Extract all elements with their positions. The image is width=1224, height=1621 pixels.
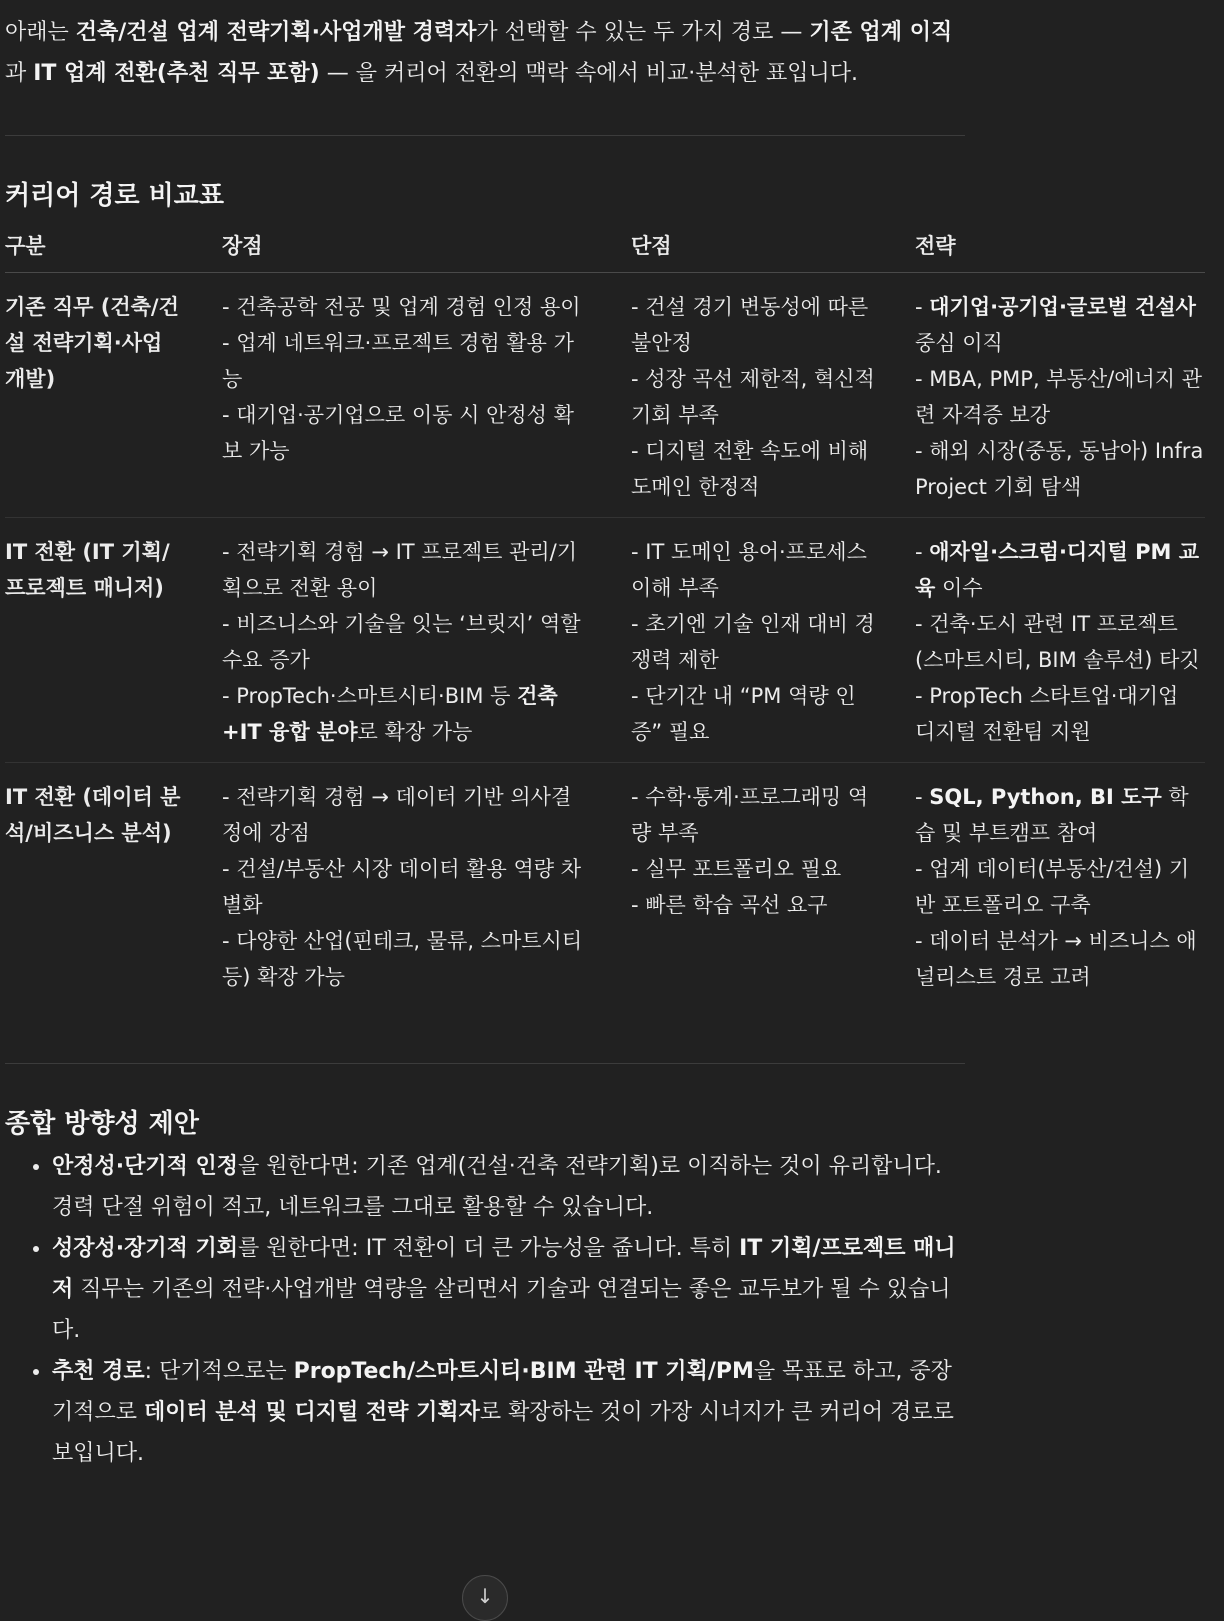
row-category: 기존 직무 (건축/건설 전략기획·사업개발) bbox=[5, 273, 222, 518]
cons-item: - 디지털 전환 속도에 비해 도메인 한정적 bbox=[631, 439, 869, 499]
strategy-item: - 데이터 분석가 → 비즈니스 애널리스트 경로 고려 bbox=[915, 929, 1197, 989]
list-item: • 성장성·장기적 기회를 원한다면: IT 전환이 더 큰 가능성을 줍니다. 특히 IT 기획/프로젝트 매니저 직무는 기존의 전략·사업개발 역량을 살리면서 기술과 연결되는 좋은 교두보가 될 수 있습니다. bbox=[52, 1228, 967, 1351]
row-category: IT 전환 (IT 기획/프로젝트 매니저) bbox=[5, 518, 222, 763]
row-pros bbox=[222, 273, 631, 518]
table-row bbox=[5, 763, 1205, 1008]
pros-item: - 전략기획 경험 → 데이터 기반 의사결정에 강점 bbox=[222, 785, 572, 845]
intro-text: 아래는 bbox=[5, 20, 76, 45]
row-strategy bbox=[915, 763, 1205, 1008]
message-content bbox=[5, 12, 1205, 1474]
cons-item: - 단기간 내 “PM 역량 인증” 필요 bbox=[631, 684, 856, 744]
header-strategy: 전략 bbox=[915, 228, 1205, 273]
summary-list bbox=[5, 1146, 967, 1474]
intro-bold: IT 업계 전환(추천 직무 포함) bbox=[33, 61, 320, 86]
intro-bold: 기존 업계 이직 bbox=[809, 20, 953, 45]
strategy-item: - SQL, Python, BI 도구 학습 및 부트캠프 참여 bbox=[915, 785, 1189, 845]
header-cons: 단점 bbox=[631, 228, 915, 273]
row-strategy bbox=[915, 273, 1205, 518]
header-pros: 장점 bbox=[222, 228, 631, 273]
pros-item: - 비즈니스와 기술을 잇는 ‘브릿지’ 역할 수요 증가 bbox=[222, 612, 581, 672]
row-category: IT 전환 (데이터 분석/비즈니스 분석) bbox=[5, 785, 181, 845]
cons-item: - 건설 경기 변동성에 따른 불안정 bbox=[631, 295, 869, 355]
list-item: • 추천 경로: 단기적으로는 PropTech/스마트시티·BIM 관련 IT 기획/PM을 목표로 하고, 중장기적으로 데이터 분석 및 디지털 전략 기획자로 확장하는 것이 가장 시너지가 큰 커리어 경로로 보입니다. bbox=[52, 1351, 967, 1474]
row-pros bbox=[222, 518, 631, 763]
row-pros bbox=[222, 763, 631, 1008]
row-cons bbox=[631, 273, 915, 518]
arrow-down-icon: ↓ bbox=[476, 1584, 494, 1608]
pros-item: - 업계 네트워크·프로젝트 경험 활용 가능 bbox=[222, 331, 574, 391]
table-section-title: 커리어 경로 비교표 bbox=[5, 181, 225, 211]
pros-item: - 대기업·공기업으로 이동 시 안정성 확보 가능 bbox=[222, 403, 574, 463]
intro-text: 과 bbox=[5, 61, 34, 86]
cons-item: - 성장 곡선 제한적, 혁신적 기회 부족 bbox=[631, 367, 875, 427]
table-row bbox=[5, 273, 1205, 518]
strategy-item: - 건축·도시 관련 IT 프로젝트(스마트시티, BIM 솔루션) 타깃 bbox=[915, 612, 1200, 672]
pros-item: - PropTech·스마트시티·BIM 등 건축+IT 융합 분야로 확장 가능 bbox=[222, 684, 558, 744]
pros-item: - 건축공학 전공 및 업계 경험 인정 용이 bbox=[222, 295, 581, 319]
cons-item: - IT 도메인 용어·프로세스 이해 부족 bbox=[631, 540, 867, 600]
intro-paragraph bbox=[5, 12, 965, 94]
pros-item: - 건설/부동산 시장 데이터 활용 역량 차별화 bbox=[222, 857, 581, 917]
scroll-to-bottom-button[interactable] bbox=[462, 1575, 508, 1621]
pros-item: - 전략기획 경험 → IT 프로젝트 관리/기획으로 전환 용이 bbox=[222, 540, 578, 600]
strategy-item: - 해외 시장(중동, 동남아) Infra Project 기회 탐색 bbox=[915, 439, 1204, 499]
row-cons bbox=[631, 518, 915, 763]
table-row bbox=[5, 518, 1205, 763]
strategy-item: - 애자일·스크럼·디지털 PM 교육 이수 bbox=[915, 540, 1199, 600]
intro-text: 가 선택할 수 있는 두 가지 경로 — bbox=[476, 20, 810, 45]
cons-item: - 실무 포트폴리오 필요 bbox=[631, 857, 842, 881]
header-category: 구분 bbox=[5, 228, 222, 273]
intro-bold: 건축/건설 업계 전략기획·사업개발 경력자 bbox=[75, 20, 477, 45]
table-header-row bbox=[5, 228, 1205, 273]
cons-item: - 수학·통계·프로그래밍 역량 부족 bbox=[631, 785, 869, 845]
intro-text: — 을 커리어 전환의 맥락 속에서 비교·분석한 표입니다. bbox=[319, 61, 858, 86]
strategy-item: - 업계 데이터(부동산/건설) 기반 포트폴리오 구축 bbox=[915, 857, 1190, 917]
row-strategy bbox=[915, 518, 1205, 763]
row-cons bbox=[631, 763, 915, 1008]
list-item: • 안정성·단기적 인정을 원한다면: 기존 업계(건설·건축 전략기획)로 이직하는 것이 유리합니다. 경력 단절 위험이 적고, 네트워크를 그대로 활용할 수 있습니다. bbox=[52, 1146, 967, 1228]
strategy-item: - MBA, PMP, 부동산/에너지 관련 자격증 보강 bbox=[915, 367, 1203, 427]
cons-item: - 초기엔 기술 인재 대비 경쟁력 제한 bbox=[631, 612, 875, 672]
comparison-table bbox=[5, 228, 1205, 1007]
strategy-item: - 대기업·공기업·글로벌 건설사 중심 이직 bbox=[915, 295, 1196, 355]
strategy-item: - PropTech 스타트업·대기업 디지털 전환팀 지원 bbox=[915, 684, 1179, 744]
pros-item: - 다양한 산업(핀테크, 물류, 스마트시티 등) 확장 가능 bbox=[222, 929, 583, 989]
cons-item: - 빠른 학습 곡선 요구 bbox=[631, 893, 828, 917]
summary-title: 종합 방향성 제안 bbox=[5, 1109, 199, 1139]
